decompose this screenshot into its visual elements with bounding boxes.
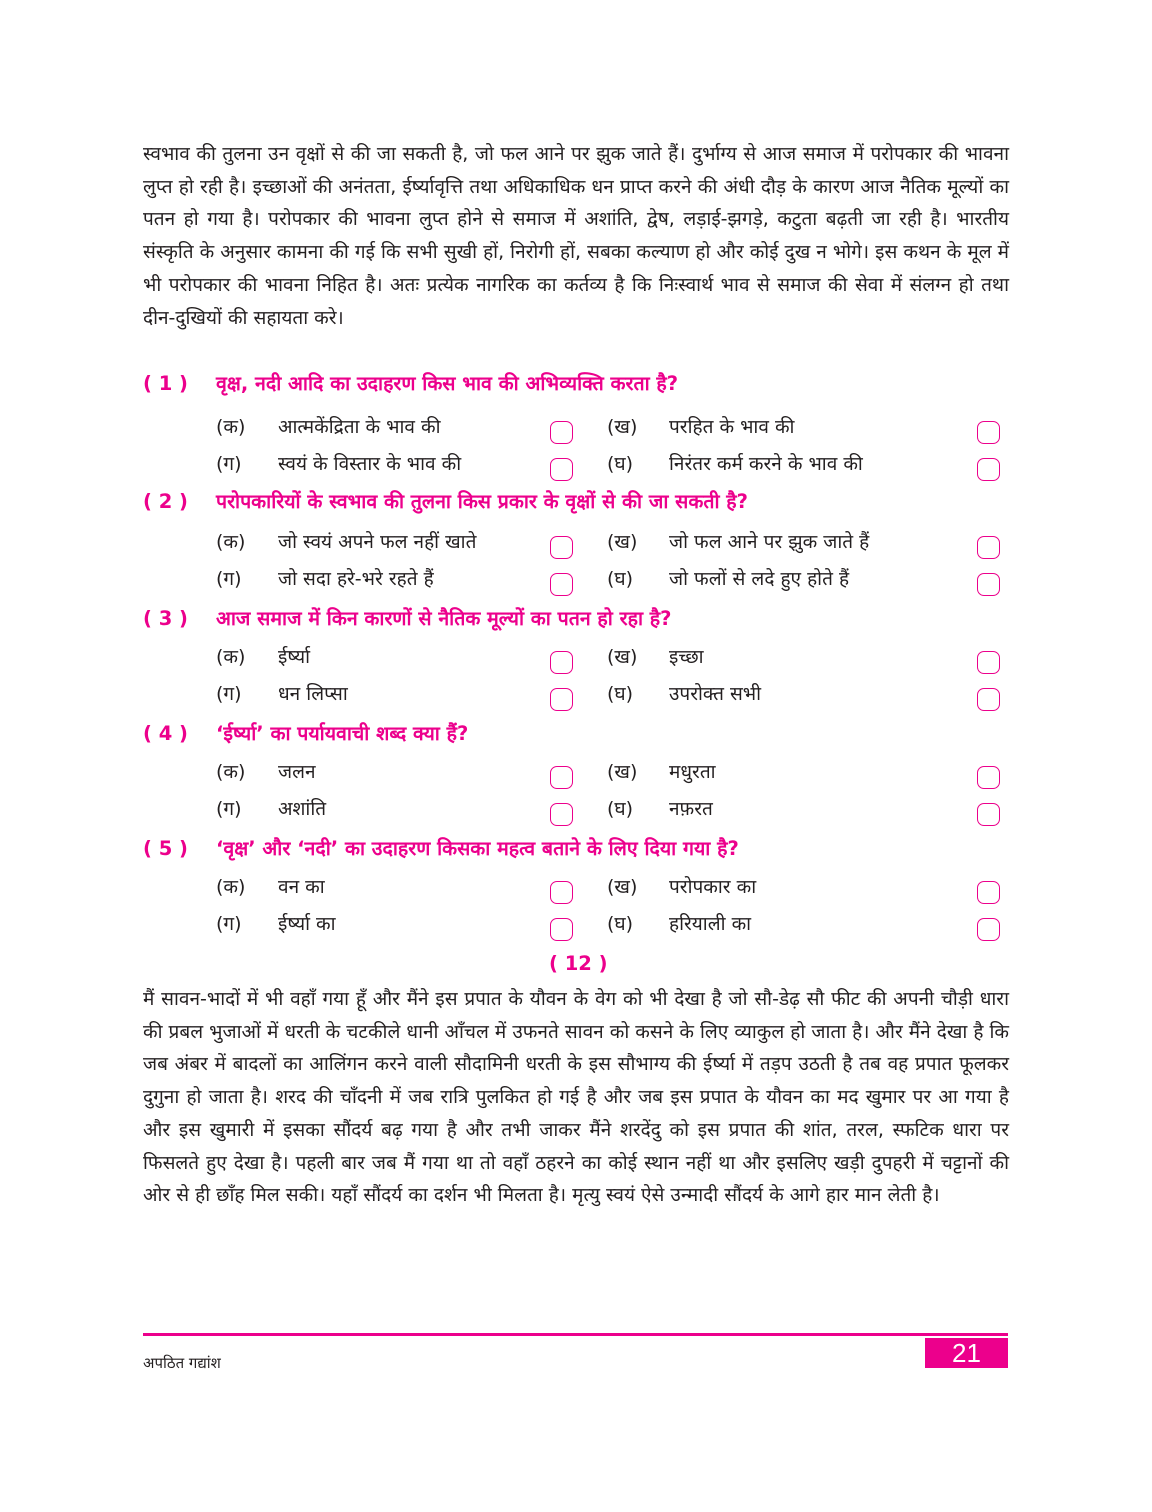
option-label: (ग) bbox=[216, 568, 242, 590]
q3-option-kha-checkbox[interactable] bbox=[977, 651, 1000, 674]
option-label: (घ) bbox=[607, 568, 634, 590]
q1-option-ka-checkbox[interactable] bbox=[550, 421, 573, 444]
option-label: (ग) bbox=[216, 913, 242, 935]
q4-option-gha-checkbox[interactable] bbox=[977, 803, 1000, 826]
option-text: जो फलों से लदे हुए होते हैं bbox=[669, 568, 850, 590]
q3-option-ga-checkbox[interactable] bbox=[550, 688, 573, 711]
q5-option-ga-checkbox[interactable] bbox=[550, 918, 573, 941]
option-label: (घ) bbox=[607, 453, 634, 475]
option-text: जो स्वयं अपने फल नहीं खाते bbox=[278, 531, 477, 553]
option-text: वन का bbox=[278, 876, 325, 898]
question-3-number: ( 3 ) bbox=[143, 607, 188, 630]
option-text: मधुरता bbox=[669, 761, 716, 783]
option-label: (क) bbox=[216, 761, 246, 783]
option-label: (ग) bbox=[216, 798, 242, 820]
option-text: परोपकार का bbox=[669, 876, 757, 898]
q5-option-gha-checkbox[interactable] bbox=[977, 918, 1000, 941]
option-label: (ख) bbox=[607, 531, 638, 553]
q4-option-kha-checkbox[interactable] bbox=[977, 766, 1000, 789]
option-label: (ख) bbox=[607, 646, 638, 668]
option-label: (घ) bbox=[607, 798, 634, 820]
question-3-text: आज समाज में किन कारणों से नैतिक मूल्यों का पतन हो रहा है? bbox=[216, 607, 672, 630]
option-text: नफ़रत bbox=[669, 798, 713, 820]
q1-option-gha-checkbox[interactable] bbox=[977, 458, 1000, 481]
option-text: निरंतर कर्म करने के भाव की bbox=[669, 453, 863, 475]
question-1-text: वृक्ष, नदी आदि का उदाहरण किस भाव की अभिव्यक्ति करता है? bbox=[216, 372, 679, 395]
option-label: (ख) bbox=[607, 876, 638, 898]
option-text: जलन bbox=[278, 761, 316, 783]
option-label: (ग) bbox=[216, 453, 242, 475]
question-2-number: ( 2 ) bbox=[143, 490, 188, 513]
q5-option-kha-checkbox[interactable] bbox=[977, 881, 1000, 904]
option-text: परहित के भाव की bbox=[669, 416, 795, 438]
option-label: (ख) bbox=[607, 416, 638, 438]
footer-section-title: अपठित गद्यांश bbox=[143, 1354, 221, 1372]
option-text: स्वयं के विस्तार के भाव की bbox=[278, 453, 462, 475]
q3-option-ka-checkbox[interactable] bbox=[550, 651, 573, 674]
passage-top: स्वभाव की तुलना उन वृक्षों से की जा सकती है, जो फल आने पर झुक जाते हैं। दुर्भाग्य से आज समाज में परोपकार की भावना लुप्त हो रही है। इच्छाओं की अनंतता, ईर्ष्यावृत्ति तथा अधिकाधिक धन प्राप्त करने की अंधी दौड़ के कारण आज नैतिक मूल्यों का पतन हो गया है। परोपकार की भावना लुप्त होने से समाज में अशांति, द्वेष, लड़ाई-झगड़े, कटुता बढ़ती जा रही है। भारतीय संस्कृति के अनुसार कामना की गई कि सभी सुखी हों, निरोगी हों, सबका कल्याण हो और कोई दुख न भोगे। इस कथन के मूल में भी परोपकार की भावना निहित है। अतः प्रत्येक नागरिक का कर्तव्य है कि निःस्वार्थ भाव से समाज की सेवा में संलग्न हो तथा दीन-दुखियों की सहायता करे। bbox=[143, 143, 1009, 329]
option-text: इच्छा bbox=[669, 646, 704, 668]
q2-option-kha-checkbox[interactable] bbox=[977, 536, 1000, 559]
passage-set-number: ( 12 ) bbox=[549, 952, 608, 975]
q1-option-ga-checkbox[interactable] bbox=[550, 458, 573, 481]
option-label: (क) bbox=[216, 646, 246, 668]
option-text: ईर्ष्या bbox=[278, 646, 311, 668]
option-text: उपरोक्त सभी bbox=[669, 683, 762, 705]
question-2-text: परोपकारियों के स्वभाव की तुलना किस प्रकार के वृक्षों से की जा सकती है? bbox=[216, 490, 748, 513]
passage-bottom: मैं सावन-भादों में भी वहाँ गया हूँ और मैंने इस प्रपात के यौवन के वेग को भी देखा है जो सौ-डेढ़ सौ फीट की अपनी चौड़ी धारा की प्रबल भुजाओं में धरती के चटकीले धानी आँचल में उफनते सावन को कसने के लिए व्याकुल हो जाता है। और मैंने देखा है कि जब अंबर में बादलों का आलिंगन करने वाली सौदामिनी धरती के इस सौभाग्य की ईर्ष्या में तड़प उठती है तब वह प्रपात फूलकर दुगुना हो जाता है। शरद की चाँदनी में जब रात्रि पुलकित हो गई है और जब इस प्रपात के यौवन का मद खुमार पर आ गया है और इस खुमारी में इसका सौंदर्य बढ़ गया है और तभी जाकर मैंने शरदेंदु को इस प्रपात की शांत, तरल, स्फटिक धारा पर फिसलते हुए देखा है। पहली बार जब मैं गया था तो वहाँ ठहरने का कोई स्थान नहीं था और इसलिए खड़ी दुपहरी में चट्टानों की ओर से ही छाँह मिल सकी। यहाँ सौंदर्य का दर्शन भी मिलता है। मृत्यु स्वयं ऐसे उन्मादी सौंदर्य के आगे हार मान लेती है। bbox=[143, 988, 1009, 1207]
option-text: धन लिप्सा bbox=[278, 683, 348, 705]
option-text: ईर्ष्या का bbox=[278, 913, 336, 935]
q2-option-ga-checkbox[interactable] bbox=[550, 573, 573, 596]
option-text: हरियाली का bbox=[669, 913, 752, 935]
question-4-number: ( 4 ) bbox=[143, 722, 188, 745]
option-text: जो सदा हरे-भरे रहते हैं bbox=[278, 568, 434, 590]
q2-option-ka-checkbox[interactable] bbox=[550, 536, 573, 559]
q4-option-ga-checkbox[interactable] bbox=[550, 803, 573, 826]
option-label: (क) bbox=[216, 876, 246, 898]
option-text: जो फल आने पर झुक जाते हैं bbox=[669, 531, 870, 553]
q5-option-ka-checkbox[interactable] bbox=[550, 881, 573, 904]
option-label: (घ) bbox=[607, 683, 634, 705]
q3-option-gha-checkbox[interactable] bbox=[977, 688, 1000, 711]
q2-option-gha-checkbox[interactable] bbox=[977, 573, 1000, 596]
option-text: अशांति bbox=[278, 798, 327, 820]
option-label: (ग) bbox=[216, 683, 242, 705]
option-label: (घ) bbox=[607, 913, 634, 935]
option-label: (क) bbox=[216, 531, 246, 553]
option-text: आत्मकेंद्रिता के भाव की bbox=[278, 416, 441, 438]
option-label: (ख) bbox=[607, 761, 638, 783]
q4-option-ka-checkbox[interactable] bbox=[550, 766, 573, 789]
option-label: (क) bbox=[216, 416, 246, 438]
footer-divider bbox=[143, 1333, 1008, 1336]
q1-option-kha-checkbox[interactable] bbox=[977, 421, 1000, 444]
question-4-text: ‘ईर्ष्या’ का पर्यायवाची शब्द क्या हैं? bbox=[216, 722, 469, 745]
question-1-number: ( 1 ) bbox=[143, 372, 188, 395]
question-5-number: ( 5 ) bbox=[143, 837, 188, 860]
question-5-text: ‘वृक्ष’ और ‘नदी’ का उदाहरण किसका महत्व बताने के लिए दिया गया है? bbox=[216, 837, 739, 860]
page-number: 21 bbox=[925, 1338, 1008, 1368]
